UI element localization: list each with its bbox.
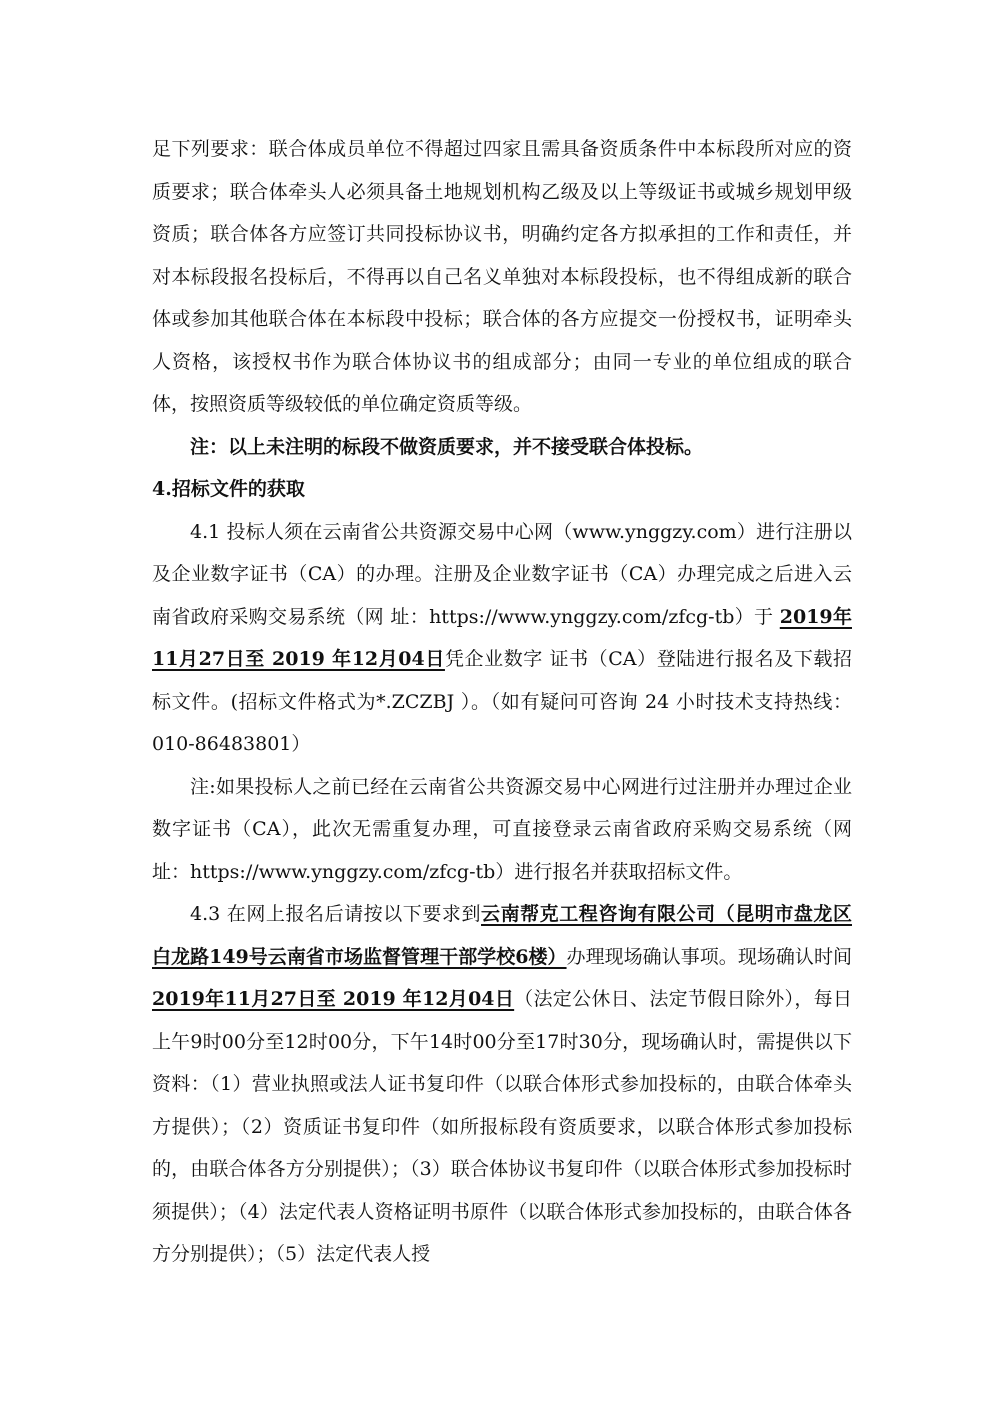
note-no-consortium: 注：以上未注明的标段不做资质要求，并不接受联合体投标。 [190,435,704,458]
paragraph-note-registration: 注:如果投标人之前已经在云南省公共资源交易中心网进行过注册并办理过企业数字证书（CA），此次无需重复办理，可直接登录云南省政府采购交易系统（网址：https://www.ynggzy.com/zfcg-tb）进行报名并获取招标文件。 [152,775,852,883]
document-body [152,128,852,1276]
company-address: 云南帮克工程咨询有限公司（昆明市盘龙区白龙路149号云南省市场监督管理干部学校6楼） [152,903,852,968]
registration-date-range: 2019年11月27日至 2019 年12月04日 [152,605,852,670]
paragraph-4-3-text-cont: （法定公休日、法定节假日除外），每日上午9时00分至12时00分，下午14时00分至17时30分，现场确认时，需提供以下资料：（1）营业执照或法人证书复印件（以联合体形式参加投标的，由联合体牵头方提供）；（2）资质证书复印件（如所报标段有资质要求，以联合体形式参加投标的，由联合体各方分别提供）；（3）联合体协议书复印件（以联合体形式参加投标时须提供）；（4）法定代表人资格证明书原件（以联合体形式参加投标的，由联合体各方分别提供）；（5）法定代表人授 [152,988,852,1265]
paragraph-4-3-text-mid: 办理现场确认事项。现场确认时间 [566,945,852,968]
paragraph-4-1-text: 4.1 投标人须在云南省公共资源交易中心网（www.ynggzy.com）进行注册以及企业数字证书（CA）的办理。注册及企业数字证书（CA）办理完成之后进入云南省政府采购交易系统（网 址：https://www.ynggzy.com/zfcg-tb）于 [152,520,852,628]
paragraph-4-1-text-cont: 凭企业数字 证书（CA）登陆进行报名及下载招标文件。(招标文件格式为*.ZCZBJ ）。（如有疑问可咨询 24 小时技术支持热线：010-86483801） [152,648,852,755]
paragraph-4-1 [152,511,852,766]
paragraph-4-3-text: 4.3 在网上报名后请按以下要求到 [190,903,482,925]
paragraph-4-3 [152,893,852,1276]
paragraph-consortium-requirements: 足下列要求：联合体成员单位不得超过四家且需具备资质条件中本标段所对应的资质要求；联合体牵头人必须具备土地规划机构乙级及以上等级证书或城乡规划甲级资质；联合体各方应签订共同投标协议书，明确约定各方拟承担的工作和责任，并对本标段报名投标后，不得再以自己名义单独对本标段投标，也不得组成新的联合体或参加其他联合体在本标段中投标；联合体的各方应提交一份授权书，证明牵头人资格，该授权书作为联合体协议书的组成部分；由同一专业的单位组成的联合体，按照资质等级较低的单位确定资质等级。 [152,138,852,415]
section-heading-4: 4.招标文件的获取 [152,478,305,500]
confirmation-date-range: 2019年11月27日至 2019 年12月04日 [152,988,515,1010]
